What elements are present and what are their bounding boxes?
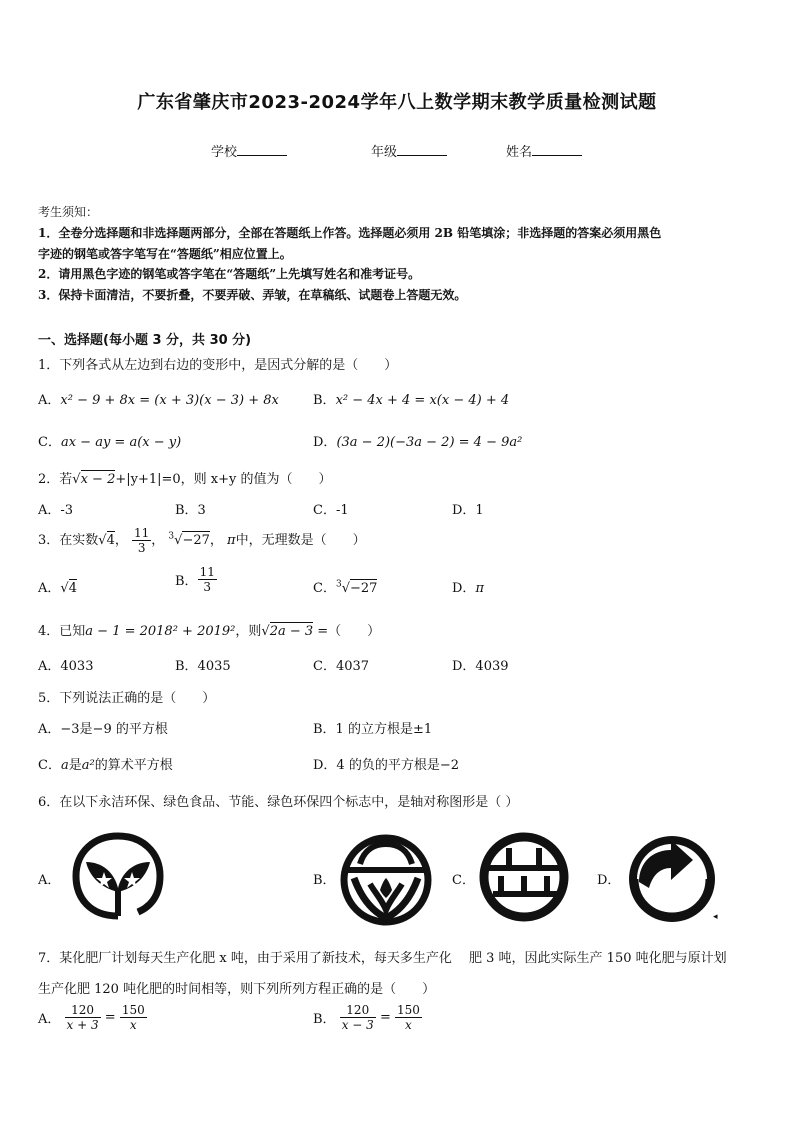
q4-option-a: A．4033 — [38, 659, 94, 674]
q2-suffix: +|y+1|=0，则 x+y 的值为（ ） — [115, 472, 332, 487]
q5-option-c-post: 的算术平方根 — [94, 758, 173, 773]
name-field — [506, 141, 582, 160]
q7-b-num-1: 120 — [340, 1003, 376, 1018]
grade-label: 年级 — [371, 145, 398, 160]
q7-line-1: 7．某化肥厂计划每天生产化肥 x 吨，由于采用了新技术，每天多生产化 肥 3 吨，因此实际生产 150 吨化肥与原计划 — [38, 951, 727, 966]
notice-item-1-line-1: 1．全卷分选择题和非选择题两部分，全部在答题纸上作答。选择题必须用 2B 铅笔填涂；非选择题的答案必须用黑色 — [38, 226, 662, 240]
q5-option-c-prefix: C． — [38, 758, 61, 773]
q4-option-c: C．4037 — [313, 659, 370, 674]
q2-option-c: C．-1 — [313, 503, 349, 518]
q7-option-a-label: A． — [38, 1012, 61, 1027]
recycle-arrow-logo-icon — [627, 834, 717, 924]
q6-option-b-label: B． — [313, 873, 336, 888]
q7-b-num-2: 150 — [396, 1003, 420, 1017]
stray-mark: ◂ — [713, 912, 718, 922]
q7-a-num-1: 120 — [65, 1003, 101, 1018]
notice-item-3: 3．保持卡面清洁，不要折叠，不要弄破、弄皱，在草稿纸、试题卷上答题无效。 — [38, 288, 467, 302]
q7-option-b-frac-2 — [395, 1003, 422, 1032]
q1-option-d: D．(3a − 2)(−3a − 2) = 4 − 9a² — [313, 435, 523, 450]
q3-option-b — [175, 565, 217, 594]
q2-stem: 2．若√x − 2+|y+1|=0，则 x+y 的值为（ ） — [38, 472, 332, 487]
q3-suffix: 中，无理数是（ ） — [235, 533, 366, 548]
q3-option-a-value: 4 — [68, 581, 77, 596]
q2-option-a: A．-3 — [38, 503, 74, 518]
q1-option-a: A．x² − 9 + 8x = (x + 3)(x − 3) + 8x — [38, 393, 279, 408]
q5-option-c-a2: a² — [81, 758, 95, 773]
notice-heading: 考生须知： — [38, 205, 99, 219]
school-label: 学校 — [211, 145, 238, 160]
green-food-logo-icon — [340, 834, 432, 926]
name-label: 姓名 — [506, 145, 533, 160]
q3-option-c-index: 3 — [335, 579, 342, 590]
q4-option-d: D．4039 — [452, 659, 509, 674]
q3-fraction — [132, 526, 151, 555]
q6-option-c-label: C． — [452, 873, 475, 888]
q1-option-b: B．x² − 4x + 4 = x(x − 4) + 4 — [313, 393, 510, 408]
q7-b-den-2: x — [405, 1018, 412, 1032]
q4-mid: ，则 — [235, 624, 262, 639]
q4-radicand: 2a − 3 — [269, 624, 314, 639]
q3-option-b-num: 11 — [199, 565, 215, 579]
q2-option-b: B．3 — [175, 503, 206, 518]
q3-frac-den: 3 — [137, 541, 146, 555]
school-blank — [237, 143, 287, 156]
q5-stem: 5．下列说法正确的是（ ） — [38, 691, 216, 706]
q3-sqrt4: 4 — [106, 533, 115, 548]
energy-saving-logo-icon — [479, 832, 569, 922]
q7-b-den-1: x − 3 — [341, 1018, 374, 1032]
q1-option-b-expr: x² − 4x + 4 = x(x − 4) + 4 — [335, 393, 510, 408]
q3-option-c-value: −27 — [349, 581, 378, 596]
q7-a-num-2: 150 — [121, 1003, 145, 1017]
q3-option-d — [452, 577, 484, 596]
q7-a-den-1: x + 3 — [66, 1018, 99, 1032]
q6-stem: 6．在以下永洁环保、绿色食品、节能、绿色环保四个标志中，是轴对称图形是（ ） — [38, 795, 519, 810]
q1-option-c-expr: ax − ay = a(x − y) — [60, 435, 182, 450]
q1-option-a-expr: x² − 9 + 8x = (x + 3)(x − 3) + 8x — [60, 393, 279, 408]
q4-suffix: =（ ） — [313, 624, 381, 639]
q3-option-a-label: A． — [38, 581, 61, 596]
q1-stem: 1．下列各式从左边到右边的变形中，是因式分解的是（ ） — [38, 358, 398, 373]
q3-pi: π — [227, 533, 236, 548]
q3-option-c-label: C． — [313, 581, 336, 596]
notice-item-2: 2．请用黑色字迹的钢笔或答字笔在“答题纸”上先填写姓名和准考证号。 — [38, 267, 421, 281]
q5-option-c-a: a — [60, 758, 69, 773]
q4-prefix: 4．已知 — [38, 624, 86, 639]
q3-option-b-den: 3 — [203, 580, 212, 594]
section-heading: 一、选择题(每小题 3 分，共 30 分) — [38, 333, 252, 348]
q7-option-a-frac-1 — [65, 1003, 101, 1032]
q2-radicand: x − 2 — [80, 472, 116, 487]
leaf-eco-logo-icon — [72, 832, 164, 920]
q6-option-a-label: A． — [38, 873, 61, 888]
q7-option-b — [313, 1003, 422, 1032]
q6-option-d-label: D． — [597, 873, 621, 888]
school-field — [211, 141, 287, 160]
grade-blank — [397, 143, 447, 156]
exam-title: 广东省肇庆市2023-2024学年八上数学期末教学质量检测试题 — [137, 92, 657, 113]
name-blank — [532, 143, 582, 156]
q5-option-b: B．1 的立方根是±1 — [313, 722, 433, 737]
q3-frac-num: 11 — [134, 526, 150, 540]
grade-field — [371, 141, 447, 160]
q1-option-d-expr: (3a − 2)(−3a − 2) = 4 − 9a² — [336, 435, 523, 450]
q1-option-c: C．ax − ay = a(x − y) — [38, 435, 182, 450]
q5-option-c — [38, 754, 173, 773]
q3-prefix: 3．在实数 — [38, 533, 99, 548]
q5-option-c-mid: 是 — [68, 758, 82, 773]
q4-option-b: B．4035 — [175, 659, 231, 674]
q2-prefix: 2．若 — [38, 472, 73, 487]
q7-a-den-2: x — [129, 1018, 137, 1032]
q3-stem: 3．在实数√4， $\frac{11}{3}$ ， $^3$√−27， π中，无理数是（ ） — [38, 526, 366, 555]
q3-option-a: A．√4 — [38, 581, 77, 596]
q7-b-eq: = — [379, 1010, 391, 1025]
q7-option-b-frac-1 — [340, 1003, 376, 1032]
q3-option-b-label: B． — [175, 574, 198, 589]
q7-option-a-frac-2 — [120, 1003, 147, 1032]
q5-option-d: D．4 的负的平方根是−2 — [313, 758, 459, 773]
q3-cube-radicand: −27 — [182, 533, 210, 548]
q7-line-2: 生产化肥 120 吨化肥的时间相等，则下列所列方程正确的是（ ） — [38, 982, 436, 997]
q7-a-eq: = — [104, 1010, 116, 1025]
q5-option-a: A．−3是−9 的平方根 — [38, 722, 168, 737]
q3-option-d-label: D． — [452, 581, 476, 596]
q7-option-b-label: B． — [313, 1012, 336, 1027]
notice-item-1-line-2: 字迹的钢笔或答字笔写在“答题纸”相应位置上。 — [38, 247, 292, 261]
q4-stem: 4．已知a − 1 = 2018² + 2019²，则√2a − 3 =（ ） — [38, 624, 381, 639]
q3-option-b-fraction — [198, 565, 217, 594]
q3-option-c: C．$^3$√−27 — [313, 579, 378, 596]
q4-expr: a − 1 = 2018² + 2019² — [85, 624, 236, 639]
q2-option-d: D．1 — [452, 503, 484, 518]
q7-option-a — [38, 1003, 147, 1032]
q3-option-d-value: π — [475, 581, 484, 596]
q3-cube-index: 3 — [168, 531, 175, 542]
